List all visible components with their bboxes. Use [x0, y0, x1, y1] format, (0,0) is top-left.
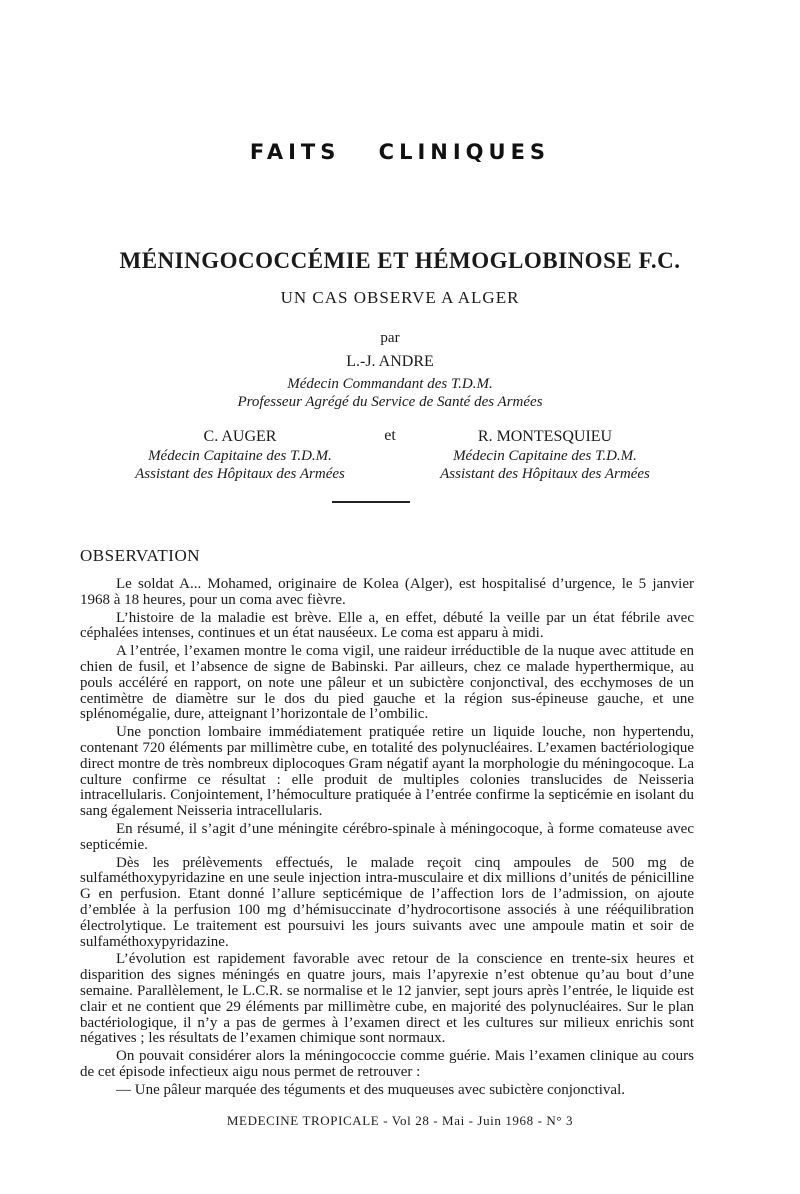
body-paragraph: L’histoire de la maladie est brève. Elle a, en effet, débuté la veille par un état fébrile avec céphalées intenses, continues et un état nauséeux. Le coma est apparu à midi.: [80, 609, 694, 642]
body-paragraph: Le soldat A... Mohamed, originaire de Kolea (Alger), est hospitalisé d’urgence, le 5 janvier 1968 à 18 heures, pour un coma avec fièvre.: [80, 576, 694, 608]
observation-heading: OBSERVATION: [80, 546, 201, 565]
coauthor-name: R. MONTESQUIEU: [477, 428, 613, 445]
section-heading: FAITS CLINIQUES: [249, 140, 551, 164]
main-author-affiliation-line: Médecin Commandant des T.D.M.: [287, 376, 493, 392]
main-author-affiliation-line: Professeur Agrégé du Service de Santé des Armées: [237, 394, 543, 410]
coauthor-block: [420, 427, 670, 483]
coauthor-name: C. AUGER: [203, 428, 277, 445]
separator-rule: [332, 501, 410, 503]
coauthor-affiliation-line: Assistant des Hôpitaux des Armées: [440, 466, 650, 482]
body-paragraph: L’évolution est rapidement favorable avec retour de la conscience en trente-six heures et disparition des signes méningés en quatre jours, mais l’apyrexie n’est obtenue qu’au bout d’une semaine. Parallèlement, le L.C.R. se normalise et le 12 janvier, sept jours après l’entrée, le liquide est clair et ne contient que 29 éléments par millimètre cube, en majorité des polynucléaires. Sur le plan bactériologique, il n’y a pas de germes à l’examen direct et les cultures sur milieux enrichis sont négatives ; les résultats de l’examen chimique sont normaux.: [80, 951, 694, 1047]
coauthor-affiliation-line: Médecin Capitaine des T.D.M.: [453, 448, 637, 464]
body-paragraph: Une ponction lombaire immédiatement pratiquée retire un liquide louche, non hypertendu, contenant 720 éléments par millimètre cube, en totalité des polynucléaires. L’examen bactériologique direct montre de très nombreux diplocoques Gram négatif ayant la morphologie du méningocoque. La culture confirme ce résultat : elle produit de multiples colonies translucides de Neisseria intracellularis. Conjointement, l’hémoculture pratiquée à l’entrée confirme la septicémie en isolant du sang également Neisseria intracellularis.: [80, 724, 694, 820]
coauthor-affiliation-line: Médecin Capitaine des T.D.M.: [148, 448, 332, 464]
coauthor-affiliation-line: Assistant des Hôpitaux des Armées: [135, 466, 345, 482]
article-title: MÉNINGOCOCCÉMIE ET HÉMOGLOBINOSE F.C.: [119, 248, 681, 273]
coauthor-block: [115, 427, 365, 483]
main-author-name: L.-J. ANDRE: [346, 353, 434, 370]
body-paragraph: A l’entrée, l’examen montre le coma vigil, une raideur irréductible de la nuque avec attitude en chien de fusil, et l’absence de signe de Babinski. Par ailleurs, chez ce malade hyperthermique, au pouls accéléré en rapport, on note une pâleur et un subictère conjonctival, des ecchymoses de un centimètre de diamètre sur le dos du pied gauche et la région sus-épineuse gauche, et une splénomégalie, dure, atteignant l’horizontale de l’ombilic.: [80, 643, 694, 723]
article-subtitle: UN CAS OBSERVE A ALGER: [280, 288, 520, 307]
main-author-affiliation: [0, 375, 780, 411]
by-label: par: [380, 330, 400, 346]
article-body: [80, 577, 694, 1101]
body-paragraph: On pouvait considérer alors la méningococcie comme guérie. Mais l’examen clinique au cours de cet épisode infectieux aigu nous permet de retrouver :: [80, 1048, 694, 1080]
body-paragraph: En résumé, il s’agit d’une méningite cérébro-spinale à méningocoque, à forme comateuse avec septicémie.: [80, 820, 694, 853]
journal-footer: MEDECINE TROPICALE - Vol 28 - Mai - Juin 1968 - N° 3: [226, 1113, 574, 1128]
body-paragraph: — Une pâleur marquée des téguments et des muqueuses avec subictère conjonctival.: [116, 1081, 625, 1098]
body-paragraph: Dès les prélèvements effectués, le malade reçoit cinq ampoules de 500 mg de sulfaméthoxypyridazine en une seule injection intra-musculaire et dix millions d’unités de pénicilline G en perfusion. Etant donné l’allure septicémique de l’affection lors de l’admission, on ajoute d’emblée à la perfusion 100 mg d’hémisuccinate d’hydrocortisone associés à une rééquilibration électrolytique. Le traitement est poursuivi les jours suivants avec une ampoule matin et soir de sulfaméthoxypyridazine.: [80, 854, 694, 950]
conjunction: et: [384, 427, 396, 444]
